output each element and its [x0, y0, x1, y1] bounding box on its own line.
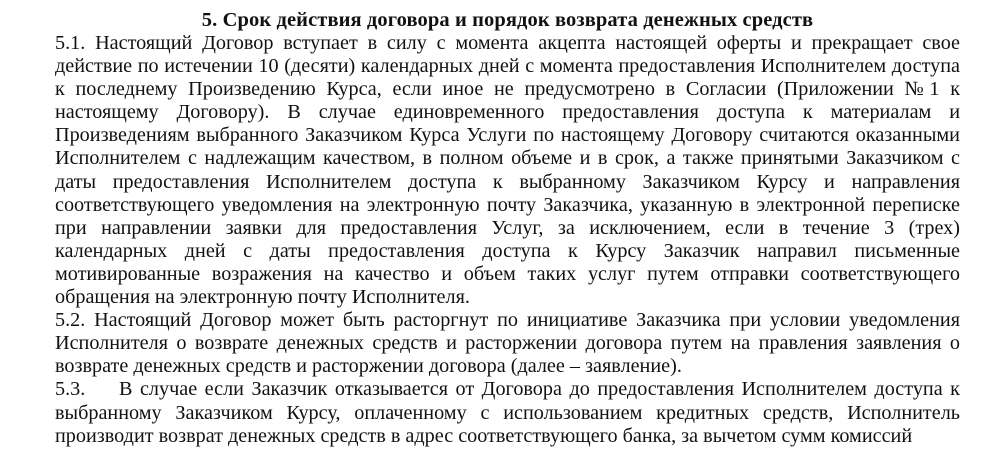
- clause-5-1: [55, 32, 960, 309]
- clause-5-2: [55, 309, 960, 378]
- clause-text: Настоящий Договор может быть расторгнут по инициативе Заказчика при условии уведомления Исполнителя о возврате денежных средств и расторжении договора путем на правления заявления о возврате денежных средств и расторжении договора (далее – заявление).: [55, 309, 960, 378]
- section-heading: 5. Срок действия договора и порядок возврата денежных средств: [201, 9, 814, 31]
- clause-number: 5.1.: [55, 32, 86, 54]
- clause-5-3: [55, 378, 960, 447]
- clause-text: В случае если Заказчик отказывается от Договора до предоставления Исполнителем доступа к выбранному Заказчиком Курсу, оплаченному с использованием кредитных средств, Исполнитель производит возврат денежных средств в адрес соответствующего банка, за вычетом сумм комиссий: [55, 378, 960, 447]
- clause-number: 5.3.: [55, 378, 86, 401]
- clause-number: 5.2.: [55, 309, 86, 332]
- document-page: [55, 8, 960, 448]
- clause-text: Настоящий Договор вступает в силу с момента акцепта настоящей оферты и прекращает свое действие по истечении 10 (десяти) календарных дней с момента предоставления Исполнителем доступа к последнему Произведению Курса, если иное не предусмотрено в Согласии (Приложении №1 к настоящему Договору). В случае единовременного предоставления доступа к материалам и Произведениям выбранного Заказчиком Курса Услуги по настоящему Договору считаются оказанными Исполнителем с надлежащим качеством, в полном объеме и в срок, а также принятыми Заказчиком с даты предоставления Исполнителем доступа к выбранному Заказчиком Курсу и направления соответствующего уведомления на электронную почту Заказчика, указанную в электронной переписке при направлении заявки для предоставления Услуг, за исключением, если в течение 3 (трех) календарных дней с даты предоставления доступа к Курсу Заказчик направил письменные мотивированные возражения на качество и объем таких услуг путем отправки соответствующего обращения на электронную почту Исполнителя.: [55, 32, 961, 309]
